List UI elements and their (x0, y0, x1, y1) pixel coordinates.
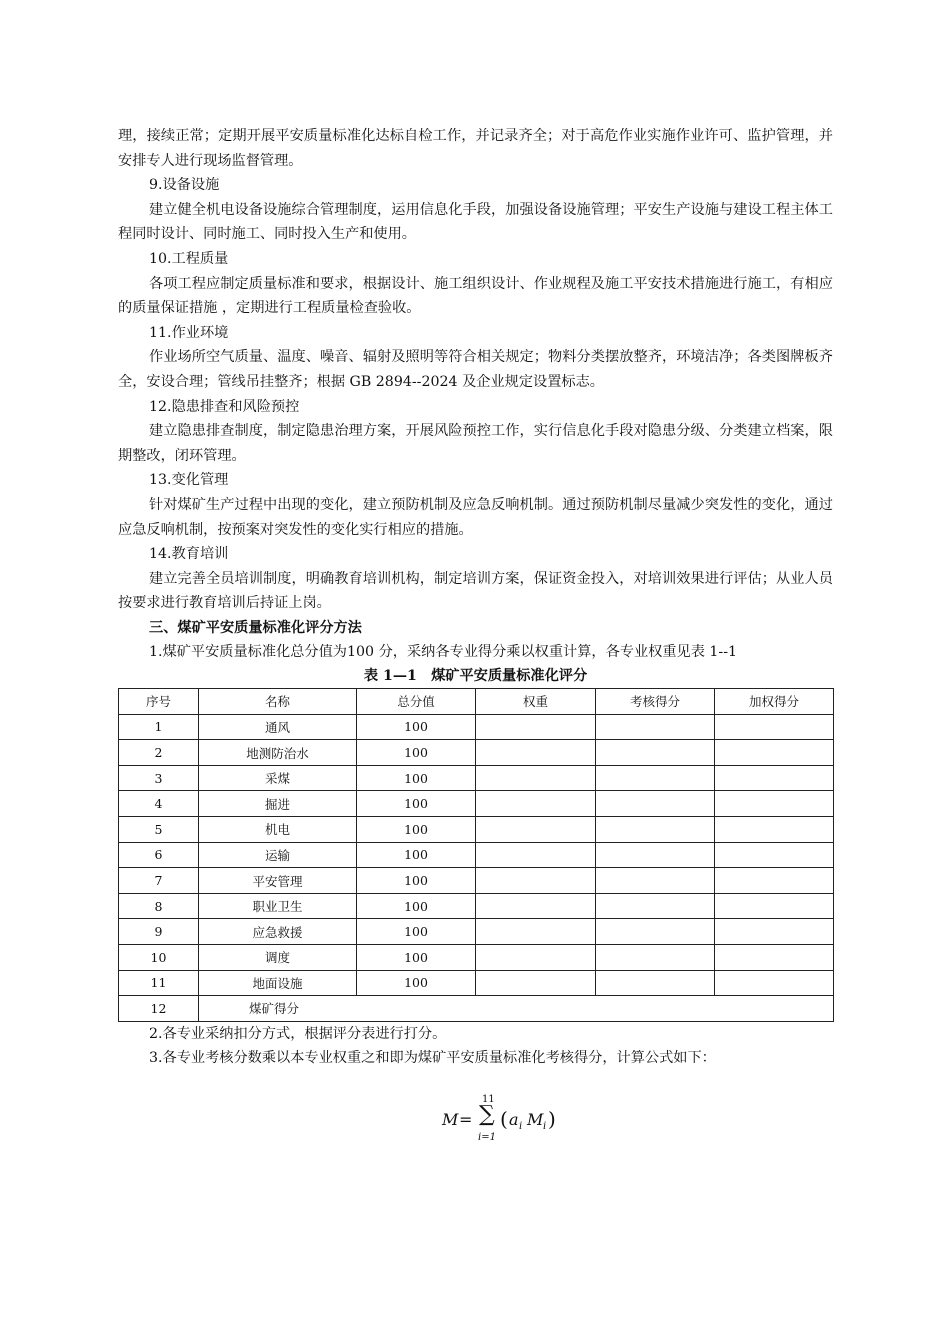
table-row (119, 817, 834, 843)
paragraph-equipment: 建立健全机电设备设施综合管理制度，运用信息化手段，加强设备设施管理；平安生产设施与建设工程主体工程同时设计、同时施工、同时投入生产和使用。 (118, 201, 833, 243)
table-cell (596, 842, 715, 868)
heading-work-environment: 11.作业环境 (149, 324, 229, 341)
table-cell: 掘进 (199, 791, 357, 817)
heading-hazard-check: 12.隐患排查和风险预控 (149, 398, 300, 415)
formula-lower-limit: i=1 (478, 1132, 496, 1143)
header-cell: 名称 (199, 689, 357, 715)
section-heading-scoring-method: 三、煤矿平安质量标准化评分方法 (149, 619, 362, 636)
paragraph-engineering-quality: 各项工程应制定质量标准和要求，根据设计、施工组织设计、作业规程及施工平安技术措施进行施工，有相应的质量保证措施 ，定期进行工程质量检查验收。 (118, 275, 833, 317)
heading-equipment: 9.设备设施 (149, 177, 220, 194)
table-cell: 职业卫生 (199, 893, 357, 919)
table-row (119, 842, 834, 868)
table-cell: 100 (357, 919, 476, 945)
table-cell (715, 919, 834, 945)
table-cell: 12 (119, 996, 199, 1022)
header-cell: 序号 (119, 689, 199, 715)
table-cell (476, 714, 596, 740)
table-row (119, 791, 834, 817)
table-cell (715, 817, 834, 843)
table-cell (476, 970, 596, 996)
table-cell-total-label: 煤矿得分 (199, 996, 834, 1022)
table-cell: 100 (357, 817, 476, 843)
formula-upper-limit: 11 (482, 1094, 495, 1105)
table-row (119, 868, 834, 894)
table-cell: 100 (357, 791, 476, 817)
table-cell (715, 868, 834, 894)
table-row (119, 970, 834, 996)
table-cell: 5 (119, 817, 199, 843)
paragraph-work-environment: 作业场所空气质量、温度、噪音、辐射及照明等符合相关规定；物料分类摆放整齐，环境洁净；各类图牌板齐全，安设合理；管线吊挂整齐；根据 GB 2894--2024 及企业规定设置标志。 (118, 349, 833, 390)
table-cell (596, 714, 715, 740)
heading-education-training: 14.教育培训 (149, 546, 229, 563)
table-cell: 8 (119, 893, 199, 919)
paragraph-continued: 理，接续正常；定期开展平安质量标准化达标自检工作，并记录齐全；对于高危作业实施作业许可、监护管理，并安排专人进行现场监督管理。 (118, 128, 833, 169)
table-cell: 4 (119, 791, 199, 817)
table-cell: 通风 (199, 714, 357, 740)
formula-a: a (509, 1110, 519, 1129)
table-cell: 地面设施 (199, 970, 357, 996)
table-cell: 平安管理 (199, 868, 357, 894)
paragraph-scoring-2: 2.各专业采纳扣分方式，根据评分表进行打分。 (149, 1025, 447, 1042)
table-cell (596, 817, 715, 843)
header-cell: 权重 (476, 689, 596, 715)
table-caption: 表 1—1 煤矿平安质量标准化评分 (363, 668, 588, 685)
table-cell (596, 868, 715, 894)
table-cell (596, 740, 715, 766)
table-row (119, 740, 834, 766)
table-cell: 100 (357, 842, 476, 868)
table-row-total (119, 996, 834, 1022)
table-cell (715, 765, 834, 791)
table-row (119, 714, 834, 740)
table-cell: 100 (357, 893, 476, 919)
formula-sub-i2: i (543, 1121, 547, 1132)
heading-change-management: 13.变化管理 (149, 472, 229, 489)
table-cell (596, 970, 715, 996)
table-cell: 11 (119, 970, 199, 996)
table-cell: 9 (119, 919, 199, 945)
formula-sub-i: i (519, 1121, 523, 1132)
table-cell (476, 842, 596, 868)
table-cell: 调度 (199, 945, 357, 971)
table-cell (715, 970, 834, 996)
table-cell (476, 740, 596, 766)
table-row (119, 919, 834, 945)
table-cell (476, 893, 596, 919)
table-row (119, 945, 834, 971)
document-page (118, 124, 833, 1071)
paragraph-change-management: 针对煤矿生产过程中出现的变化，建立预防机制及应急反响机制。通过预防机制尽量减少突发性的变化，通过应急反响机制，按预案对突发性的变化实行相应的措施。 (118, 496, 833, 538)
table-cell (715, 740, 834, 766)
table-cell: 6 (119, 842, 199, 868)
table-cell (476, 945, 596, 971)
table-cell: 100 (357, 945, 476, 971)
table-cell: 运输 (199, 842, 357, 868)
table-cell (596, 893, 715, 919)
table-cell: 100 (357, 740, 476, 766)
table-row (119, 893, 834, 919)
table-cell (596, 765, 715, 791)
table-cell (715, 714, 834, 740)
formula-close-paren: ) (548, 1107, 556, 1131)
formula-M: M (527, 1110, 544, 1129)
table-row (119, 765, 834, 791)
table-cell: 1 (119, 714, 199, 740)
paragraph-scoring-1: 1.煤矿平安质量标准化总分值为100 分，采纳各专业得分乘以权重计算，各专业权重见表 1--1 (149, 644, 738, 661)
table-cell: 100 (357, 714, 476, 740)
scoring-table (118, 688, 834, 1022)
table-cell: 机电 (199, 817, 357, 843)
table-cell: 100 (357, 765, 476, 791)
table-cell (596, 945, 715, 971)
table-cell (715, 791, 834, 817)
paragraph-scoring-3: 3.各专业考核分数乘以本专业权重之和即为煤矿平安质量标准化考核得分，计算公式如下： (149, 1050, 716, 1067)
table-cell: 3 (119, 765, 199, 791)
header-cell: 考核得分 (596, 689, 715, 715)
table-cell: 100 (357, 868, 476, 894)
table-cell: 应急救援 (199, 919, 357, 945)
sum-icon: ∑ (479, 1102, 495, 1127)
table-cell (476, 919, 596, 945)
header-cell: 加权得分 (715, 689, 834, 715)
table-cell: 2 (119, 740, 199, 766)
table-cell (476, 817, 596, 843)
table-cell (715, 842, 834, 868)
formula-equals: = (459, 1110, 473, 1129)
formula-open-paren: ( (500, 1107, 508, 1131)
table-cell (476, 791, 596, 817)
table-cell: 100 (357, 970, 476, 996)
table-cell (715, 893, 834, 919)
table-cell (596, 919, 715, 945)
table-cell (596, 791, 715, 817)
paragraph-education-training: 建立完善全员培训制度，明确教育培训机构，制定培训方案，保证资金投入，对培训效果进行评估；从业人员按要求进行教育培训后持证上岗。 (118, 570, 833, 612)
paragraph-hazard-check: 建立隐患排查制度，制定隐患治理方案，开展风险预控工作，实行信息化手段对隐患分级、分类建立档案，限期整改，闭环管理。 (118, 423, 833, 464)
header-cell: 总分值 (357, 689, 476, 715)
table-cell: 地测防治水 (199, 740, 357, 766)
table-cell (715, 945, 834, 971)
table-cell (476, 868, 596, 894)
table-cell: 7 (119, 868, 199, 894)
heading-engineering-quality: 10.工程质量 (149, 250, 229, 267)
formula-lhs: M (442, 1110, 459, 1129)
table-cell (476, 765, 596, 791)
table-cell: 采煤 (199, 765, 357, 791)
table-body (119, 714, 834, 1021)
table-header-row (119, 689, 834, 715)
table-cell: 10 (119, 945, 199, 971)
